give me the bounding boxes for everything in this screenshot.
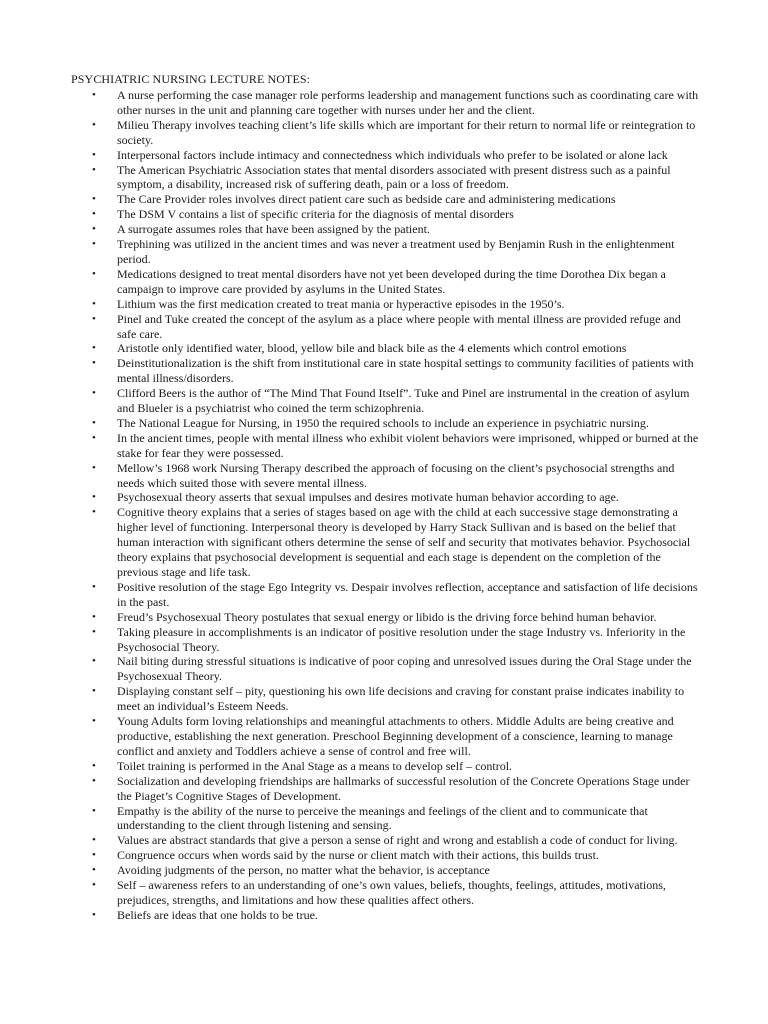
list-item: • Values are abstract standards that give a person a sense of right and wrong and establish a code of conduct for living. [0, 833, 700, 848]
list-item: • Deinstitutionalization is the shift from institutional care in state hospital settings to community facilities of patients with mental illness/disorders. [0, 356, 700, 386]
list-item: • Congruence occurs when words said by the nurse or client match with their actions, this builds trust. [0, 848, 700, 863]
list-item: • Beliefs are ideas that one holds to be true. [0, 908, 700, 923]
list-item: • A surrogate assumes roles that have been assigned by the patient. [0, 222, 700, 237]
list-item: • The Care Provider roles involves direct patient care such as bedside care and administering medications [0, 192, 700, 207]
list-item: • Freud’s Psychosexual Theory postulates that sexual energy or libido is the driving force behind human behavior. [0, 610, 700, 625]
list-item: • Psychosexual theory asserts that sexual impulses and desires motivate human behavior according to age. [0, 490, 700, 505]
list-item: • Interpersonal factors include intimacy and connectedness which individuals who prefer to be isolated or alone lack [0, 148, 700, 163]
list-item: • Mellow’s 1968 work Nursing Therapy described the approach of focusing on the client’s psychosocial strengths and needs which suited those with severe mental illness. [0, 461, 700, 491]
list-item: • The American Psychiatric Association states that mental disorders associated with present distress such as a painful symptom, a disability, increased risk of suffering death, pain or a loss of freedom. [0, 163, 700, 193]
list-item: • Cognitive theory explains that a series of stages based on age with the child at each successive stage demonstrating a higher level of functioning. Interpersonal theory is developed by Harry Stack Sullivan and is based on the belief that human interaction with significant others determine the sense of self and security that motivates behavior. Psychosocial theory explains that psychosocial development is sequential and each stage is dependent on the completion of the previous stage and life task. [0, 505, 700, 580]
list-item: • Young Adults form loving relationships and meaningful attachments to others. Middle Adults are being creative and productive, establishing the next generation. Preschool Beginning development of a conscience, learning to manage conflict and anxiety and Toddlers achieve a sense of control and free will. [0, 714, 700, 759]
list-item: • Trephining was utilized in the ancient times and was never a treatment used by Benjamin Rush in the enlightenment period. [0, 237, 700, 267]
list-item: • Taking pleasure in accomplishments is an indicator of positive resolution under the stage Industry vs. Inferiority in the Psychosocial Theory. [0, 625, 700, 655]
page-title: PSYCHIATRIC NURSING LECTURE NOTES: [71, 72, 311, 86]
list-item: • Nail biting during stressful situations is indicative of poor coping and unresolved issues during the Oral Stage under the Psychosexual Theory. [0, 654, 700, 684]
list-item: • Lithium was the first medication created to treat mania or hyperactive episodes in the 1950’s. [0, 297, 700, 312]
list-item: • Positive resolution of the stage Ego Integrity vs. Despair involves reflection, acceptance and satisfaction of life decisions in the past. [0, 580, 700, 610]
list-item: • Self – awareness refers to an understanding of one’s own values, beliefs, thoughts, feelings, attitudes, motivations, prejudices, strengths, and limitations and how these qualities affect others. [0, 878, 700, 908]
list-item: • In the ancient times, people with mental illness who exhibit violent behaviors were imprisoned, whipped or burned at the stake for fear they were possessed. [0, 431, 700, 461]
list-item: • Displaying constant self – pity, questioning his own life decisions and craving for constant praise indicates inability to meet an individual’s Esteem Needs. [0, 684, 700, 714]
list-item: • Avoiding judgments of the person, no matter what the behavior, is acceptance [0, 863, 700, 878]
list-item: • Clifford Beers is the author of “The Mind That Found Itself”. Tuke and Pinel are instrumental in the creation of asylum and Blueler is a psychiatrist who coined the term schizophrenia. [0, 386, 700, 416]
list-item: • Toilet training is performed in the Anal Stage as a means to develop self – control. [0, 759, 700, 774]
notes-list [0, 88, 768, 923]
list-item: • A nurse performing the case manager role performs leadership and management functions such as coordinating care with other nurses in the unit and planning care together with nurses under her and the client. [0, 88, 700, 118]
list-item: • Medications designed to treat mental disorders have not yet been developed during the time Dorothea Dix began a campaign to improve care provided by asylums in the United States. [0, 267, 700, 297]
list-item: • Socialization and developing friendships are hallmarks of successful resolution of the Concrete Operations Stage under the Piaget’s Cognitive Stages of Development. [0, 774, 700, 804]
list-item: • The DSM V contains a list of specific criteria for the diagnosis of mental disorders [0, 207, 700, 222]
list-item: • Empathy is the ability of the nurse to perceive the meanings and feelings of the client and to communicate that understanding to the client through listening and sensing. [0, 804, 700, 834]
list-item: • Pinel and Tuke created the concept of the asylum as a place where people with mental illness are provided refuge and safe care. [0, 312, 700, 342]
list-item: • Aristotle only identified water, blood, yellow bile and black bile as the 4 elements which control emotions [0, 341, 700, 356]
list-item: • The National League for Nursing, in 1950 the required schools to include an experience in psychiatric nursing. [0, 416, 700, 431]
list-item: • Milieu Therapy involves teaching client’s life skills which are important for their return to normal life or reintegration to society. [0, 118, 700, 148]
